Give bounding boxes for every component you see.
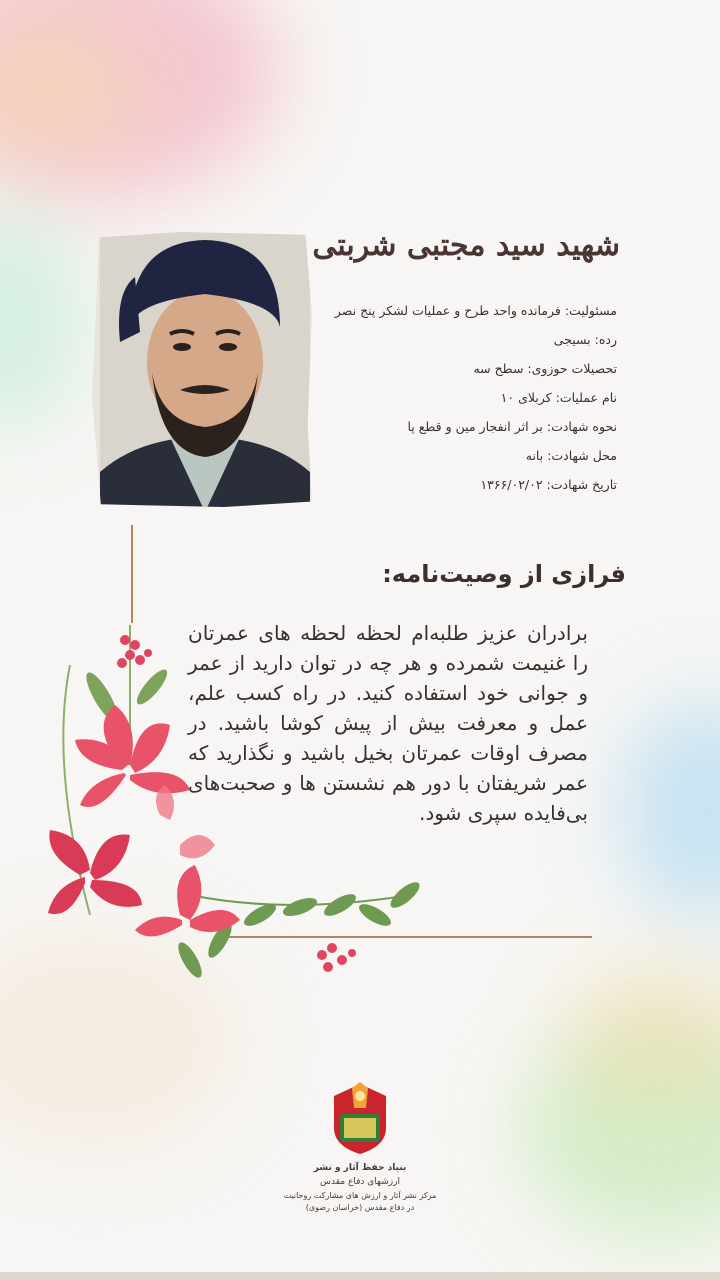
will-heading: فرازی از وصیت‌نامه:: [382, 560, 626, 588]
flower-decoration: [30, 615, 450, 995]
will-excerpt: برادران عزیز طلبه‌ام لحظه لحظه های عمرتان را غنیمت شمرده و هر چه در توان دارید از عمر و جوانی خود استفاده کنید. در راه کسب علم، عمل و معرفت بیش از پیش کوشا باشید. در مصرف اوقات عمرتان بخیل باشید و نگذارید که عمر شریفتان با دور هم نشستن ها و صحبت‌های بی‌فایده سپری شود.: [188, 621, 588, 825]
org-name-line1: بنیاد حفظ آثار و نشر: [313, 1163, 407, 1173]
detail-place-of-martyrdom: محل شهادت: بانه: [525, 448, 617, 463]
detail-rank: رده: بسیجی: [553, 332, 617, 347]
org-name-line2: ارزشهای دفاع مقدس: [320, 1177, 400, 1187]
detail-date-of-martyrdom: تاریخ شهادت: ۱۳۶۶/۰۲/۰۲: [480, 477, 617, 492]
detail-operation-name: نام عملیات: کربلای ۱۰: [500, 390, 617, 405]
frame-line-vertical: [131, 525, 133, 623]
detail-responsibility: مسئولیت: فرمانده واحد طرح و عملیات لشکر پنج نصر: [334, 303, 617, 318]
martyr-portrait: [92, 232, 312, 507]
detail-manner-of-martyrdom: نحوه شهادت: بر اثر انفجار مین و قطع پا: [407, 419, 617, 434]
martyr-details: [307, 296, 617, 499]
org-name-line3: مرکز نشر آثار و ارزش های مشارکت روحانیت: [283, 1191, 437, 1200]
org-name-line4: در دفاع مقدس (خراسان رضوی): [305, 1203, 415, 1212]
organization-logo: [326, 1080, 394, 1156]
martyr-name-title: شهید سید مجتبی شربتی: [312, 228, 620, 263]
detail-seminary-education: تحصیلات حوزوی: سطح سه: [473, 361, 617, 376]
